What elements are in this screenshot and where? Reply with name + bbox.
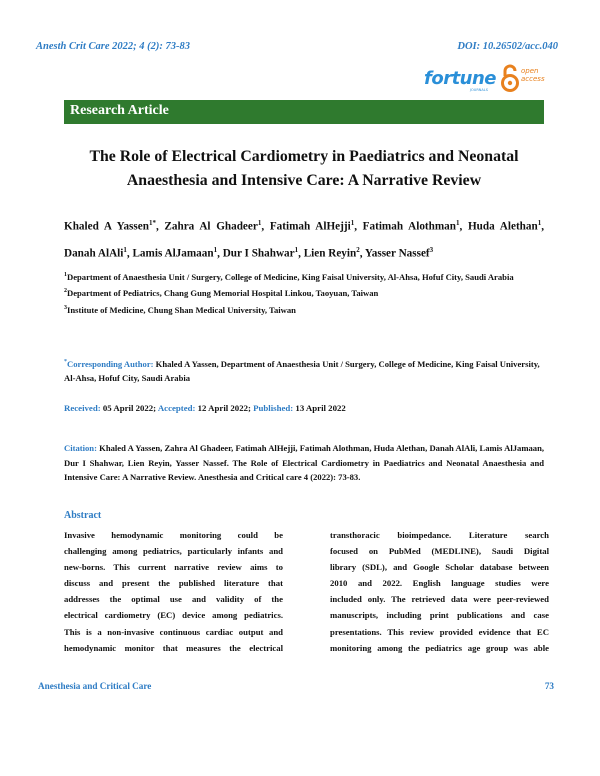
abstract-column-right	[330, 527, 549, 656]
accepted-date: 12 April 2022;	[195, 403, 254, 413]
author-name: Khaled A Yassen	[64, 220, 149, 233]
citation-text: Khaled A Yassen, Zahra Al Ghadeer, Fatimah AlHejji, Fatimah Alothman, Huda Alethan, Danah AlAli, Lamis AlJamaan, Dur I Shahwar, Lien Reyin, Yasser Nassef. The Role of Electrical Cardiometry in Paediatrics and Neonatal Anaesthesia and Intensive Care: A Narrative Review. Anesthesia and Critical care 4 (2022): 73-83.	[64, 443, 544, 483]
author-name: Lamis AlJamaan	[132, 247, 214, 260]
affiliation-item: $^1$Department of Anaesthesia Unit / Surgery, College of Medicine, King Faisal University, Al-Ahsa, Hofuf City, Saudi Arabia	[64, 271, 514, 282]
affiliation-item: $^3$Institute of Medicine, Chung Shan Medical University, Taiwan	[64, 304, 296, 315]
abstract-line: transthoracic bioimpedance. Literature search	[330, 530, 549, 540]
citation-label: Citation:	[64, 443, 97, 453]
abstract-line: manuscripts, including print publications and case	[330, 610, 549, 621]
author-name: Fatimah Alothman	[362, 220, 456, 233]
author-list: Khaled A Yassen$^{1*}$, Zahra Al Ghadeer$^1$, Fatimah AlHejji$^1$, Fatimah Alothman$^1$, Huda Alethan$^1$, Danah AlAli$^1$, Lamis AlJamaan$^1$, Dur I Shahwar$^1$, Lien Reyin$^2$, Yasser Nassef$^3$	[64, 219, 544, 260]
abstract-heading: Abstract	[64, 510, 102, 521]
accepted-label: Accepted:	[157, 403, 196, 413]
author-affiliation-mark: 1	[537, 219, 542, 227]
affiliation-item: $^2$Department of Pediatrics, Chang Gung Memorial Hospital Linkou, Taoyuan, Taiwan	[64, 288, 379, 299]
abstract-line: included only. The retrieved data were peer-reviewed	[330, 594, 549, 605]
abstract-line: library (SDL), and Google Scholar database between	[330, 562, 549, 573]
abstract-line: addresses the optimal use and validity of the	[64, 594, 283, 605]
author-affiliation-mark: 1	[257, 219, 262, 227]
author-affiliation-mark: 1*	[148, 219, 156, 227]
abstract-line: This is a non-invasive continuous cardiac output and	[64, 626, 283, 637]
abstract-line: monitoring among the pediatrics age group was able	[330, 642, 549, 653]
abstract-line: focused on PubMed (MEDLINE), Saudi Digital	[330, 546, 549, 557]
author-affiliation-mark: 1	[456, 219, 460, 227]
published-date: 13 April 2022	[293, 403, 346, 413]
footer-journal-name: Anesthesia and Critical Care	[38, 681, 152, 691]
author-name: Danah AlAli	[64, 247, 124, 260]
author-name: Dur I Shahwar	[222, 247, 295, 260]
received-label: Received:	[64, 403, 101, 413]
article-type-label: Research Article	[70, 103, 169, 118]
author-name: Zahra Al Ghadeer	[164, 220, 258, 233]
abstract-line: hemodynamic monitor that measures the electrical	[64, 642, 283, 653]
corresponding-star: *	[64, 359, 67, 365]
abstract-line: 2010 and 2022. English language studies were	[330, 578, 549, 589]
corresponding-label: Corresponding Author:	[67, 358, 154, 369]
abstract-line: Invasive hemodynamic monitoring could be	[64, 530, 283, 540]
author-affiliation-mark: 3	[429, 245, 434, 254]
publisher-logo-text: fortune	[424, 68, 497, 89]
article-dates	[64, 403, 544, 413]
author-name: Lien Reyin	[303, 247, 357, 260]
article-type-banner	[64, 100, 544, 124]
open-access-label: open access	[521, 67, 545, 83]
author-affiliation-mark: 1	[123, 245, 127, 254]
publisher-logo[interactable]	[424, 64, 558, 96]
author-name: Yasser Nassef	[364, 247, 430, 260]
page-number: 73	[544, 681, 554, 691]
abstract-line: presentations. This review provided evidence that EC	[330, 626, 549, 637]
author-affiliation-mark: 1	[294, 245, 299, 254]
abstract-line: new-borns. This current narrative review aims to	[64, 562, 283, 573]
affiliations	[64, 268, 544, 317]
author-affiliation-mark: 1	[213, 245, 218, 254]
published-label: Published:	[253, 403, 294, 413]
corresponding-author	[64, 355, 544, 386]
journal-reference: Anesth Crit Care 2022; 4 (2): 73-83	[36, 41, 191, 52]
open-access-lock-icon	[500, 64, 520, 92]
author-name: Fatimah AlHejji	[269, 220, 351, 233]
abstract-column-left	[64, 527, 283, 656]
abstract-line: challenging among pediatrics, particularly infants and	[64, 546, 283, 557]
author-affiliation-mark: 1	[350, 219, 355, 227]
article-title: The Role of Electrical Cardiometry in Paediatrics and Neonatal Anaesthesia and Intensive Care: A Narrative Review	[89, 148, 519, 189]
author-name: Huda Alethan	[467, 220, 538, 233]
abstract-line: electrical cardiometry (EC) device among pediatrics.	[64, 610, 283, 621]
publisher-logo-subtext: JOURNALS	[470, 88, 488, 92]
doi-link[interactable]: DOI: 10.26502/acc.040	[457, 41, 558, 52]
abstract-line: discuss and present the published literature that	[64, 578, 283, 589]
citation	[64, 441, 544, 485]
corresponding-text: Khaled A Yassen, Department of Anaesthesia Unit / Surgery, College of Medicine, King Faisal University, Al-Ahsa, Hofuf City, Saudi Arabia	[64, 358, 540, 384]
author-affiliation-mark: 2	[356, 245, 360, 254]
received-date: 05 April 2022;	[100, 403, 158, 413]
